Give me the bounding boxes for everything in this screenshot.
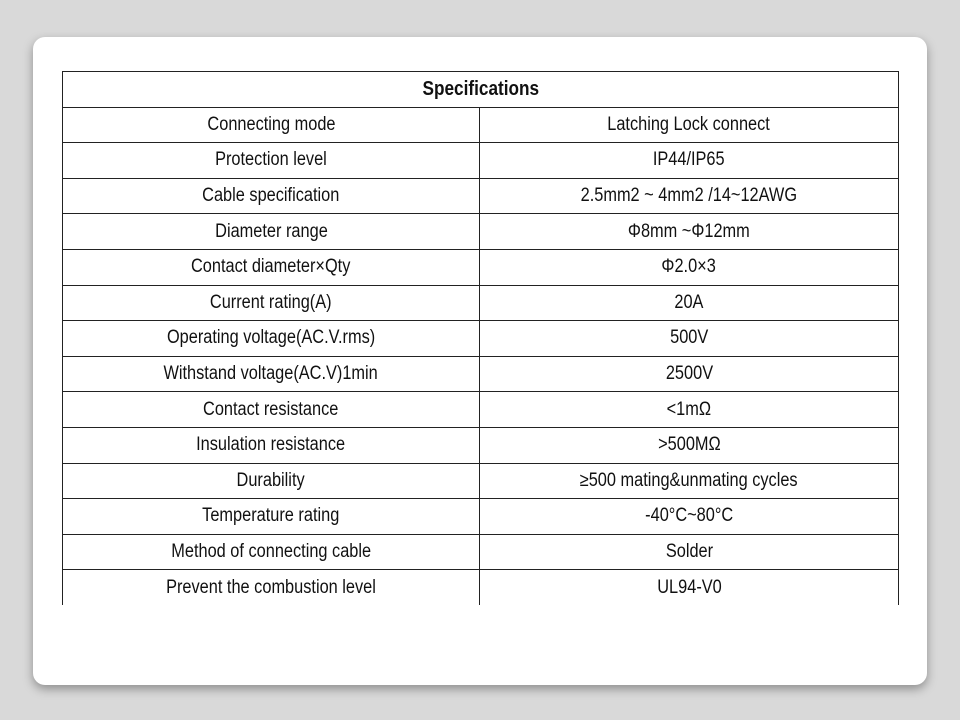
spec-value-cell bbox=[480, 214, 899, 250]
table-row bbox=[63, 570, 899, 605]
spec-value-cell bbox=[480, 427, 899, 463]
spec-value-cell bbox=[480, 463, 899, 499]
spec-label-cell bbox=[63, 178, 480, 214]
specifications-table bbox=[62, 71, 899, 605]
spec-label-cell bbox=[63, 570, 480, 605]
spec-label-cell bbox=[63, 463, 480, 499]
table-row bbox=[63, 143, 899, 179]
spec-label-cell bbox=[63, 285, 480, 321]
spec-value-cell bbox=[480, 178, 899, 214]
spec-value-cell bbox=[480, 249, 899, 285]
spec-label-cell bbox=[63, 392, 480, 428]
spec-label: Current rating(A) bbox=[210, 291, 332, 313]
spec-value: Φ2.0×3 bbox=[661, 256, 717, 278]
table-row bbox=[63, 427, 899, 463]
spec-label-cell bbox=[63, 249, 480, 285]
spec-label-cell bbox=[63, 321, 480, 357]
table-row bbox=[63, 178, 899, 214]
spec-value: IP44/IP65 bbox=[653, 149, 725, 171]
spec-value: ≥500 mating&unmating cycles bbox=[580, 469, 798, 491]
spec-value: 500V bbox=[669, 327, 709, 349]
spec-label: Cable specification bbox=[202, 185, 340, 207]
spec-label: Insulation resistance bbox=[196, 434, 346, 456]
table-body bbox=[63, 107, 899, 605]
spec-value-cell bbox=[480, 285, 899, 321]
spec-value-cell bbox=[480, 392, 899, 428]
spec-label: Diameter range bbox=[214, 220, 328, 242]
spec-value-cell bbox=[480, 321, 899, 357]
spec-label: Method of connecting cable bbox=[171, 541, 371, 563]
spec-label-cell bbox=[63, 427, 480, 463]
spec-value-cell bbox=[480, 356, 899, 392]
spec-value: 2.5mm2 ~ 4mm2 /14~12AWG bbox=[580, 185, 798, 207]
spec-label: Durability bbox=[236, 469, 306, 491]
table-row bbox=[63, 356, 899, 392]
spec-value: Solder bbox=[665, 541, 713, 563]
spec-value: Φ8mm ~Φ12mm bbox=[628, 220, 750, 242]
spec-label: Contact diameter×Qty bbox=[191, 256, 351, 278]
table-row bbox=[63, 392, 899, 428]
spec-value-cell bbox=[480, 499, 899, 535]
spec-value: 2500V bbox=[665, 363, 713, 385]
table-title: Specifications bbox=[63, 72, 899, 108]
spec-value-cell bbox=[480, 534, 899, 570]
spec-value-cell bbox=[480, 570, 899, 605]
table-row bbox=[63, 285, 899, 321]
spec-value-cell bbox=[480, 143, 899, 179]
spec-label: Temperature rating bbox=[202, 505, 340, 527]
spec-label-cell bbox=[63, 356, 480, 392]
table-header-row bbox=[63, 72, 899, 108]
spec-label-cell bbox=[63, 143, 480, 179]
table-row bbox=[63, 107, 899, 143]
table-row bbox=[63, 499, 899, 535]
spec-label: Prevent the combustion level bbox=[166, 576, 376, 598]
spec-label: Withstand voltage(AC.V)1min bbox=[163, 363, 379, 385]
spec-label: Protection level bbox=[215, 149, 327, 171]
spec-label-cell bbox=[63, 214, 480, 250]
spec-value: -40°C~80°C bbox=[644, 505, 734, 527]
table-row bbox=[63, 214, 899, 250]
spec-label-cell bbox=[63, 107, 480, 143]
table-row bbox=[63, 463, 899, 499]
table-row bbox=[63, 249, 899, 285]
spec-value: 20A bbox=[674, 291, 704, 313]
table-row bbox=[63, 321, 899, 357]
spec-label-cell bbox=[63, 499, 480, 535]
spec-value: <1mΩ bbox=[666, 398, 712, 420]
spec-value: >500MΩ bbox=[657, 434, 721, 456]
spec-value: UL94-V0 bbox=[656, 576, 722, 598]
spec-label: Contact resistance bbox=[203, 398, 339, 420]
spec-value-cell bbox=[480, 107, 899, 143]
spec-label: Operating voltage(AC.V.rms) bbox=[166, 327, 376, 349]
spec-label-cell bbox=[63, 534, 480, 570]
table-row bbox=[63, 534, 899, 570]
spec-value: Latching Lock connect bbox=[607, 113, 771, 135]
spec-label: Connecting mode bbox=[206, 113, 336, 135]
